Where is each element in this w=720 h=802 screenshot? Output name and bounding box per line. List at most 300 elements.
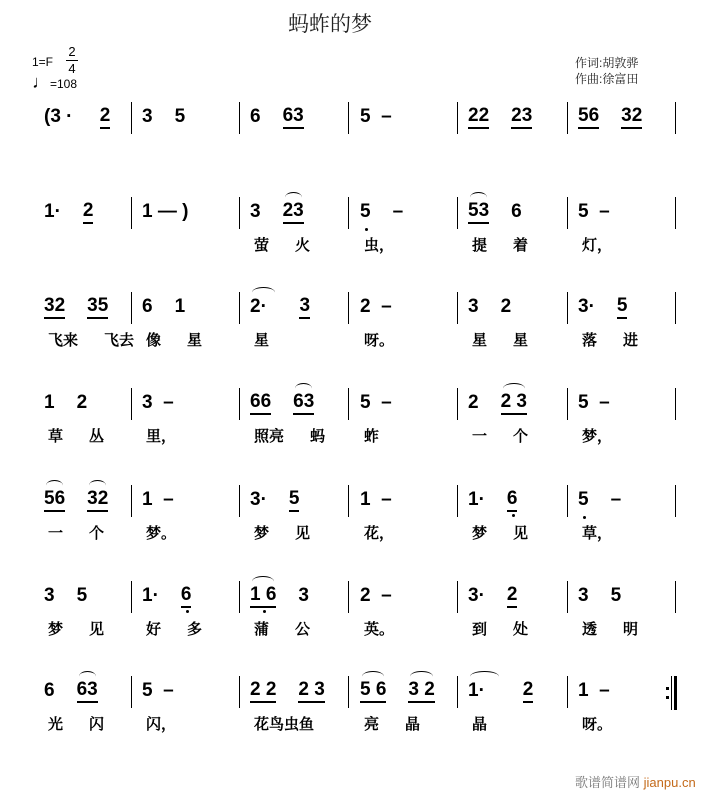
measure (142, 679, 196, 703)
note-group (511, 105, 532, 129)
note-group (250, 679, 276, 703)
note-group (501, 391, 527, 415)
lyric-text: 丛 (89, 428, 105, 445)
measure (142, 584, 213, 608)
barline (348, 197, 349, 229)
lyric-text: 草， (582, 525, 613, 542)
note-text: 2 (76, 392, 88, 413)
lyric-text: 萤 (254, 237, 270, 254)
note-group (77, 679, 98, 703)
note-group (468, 584, 485, 608)
barline (457, 102, 458, 134)
note-text: 2· (250, 296, 278, 317)
lyric-text: 到 (472, 621, 488, 638)
note-text: 1· (142, 585, 159, 606)
note-text: 2 2 (250, 679, 277, 700)
barline (239, 292, 240, 324)
note-text: 6 (506, 488, 518, 509)
note-text: 1 — ) (142, 201, 189, 222)
barline (675, 197, 676, 229)
lyric-text: 一 (472, 428, 488, 445)
note-group (298, 679, 324, 703)
slur-mark (252, 287, 275, 298)
note-group (142, 391, 174, 415)
key-signature: 1=F (32, 55, 54, 69)
note-group (578, 679, 610, 703)
note-text: 5 – (578, 201, 610, 222)
lyrics-group (48, 618, 130, 639)
measure (578, 584, 643, 608)
lyrics-group (364, 522, 420, 543)
note-group (507, 488, 518, 512)
note-group (289, 488, 300, 512)
note-text: 5 (578, 489, 589, 510)
measure (250, 105, 326, 129)
note-text: 32 (44, 295, 66, 316)
lyrics-group (364, 234, 420, 255)
note-group (611, 584, 622, 608)
measure (360, 105, 414, 129)
measure (44, 200, 115, 224)
lyric-text: 闪， (146, 716, 177, 733)
barline (239, 388, 240, 420)
note-text: (3 · (44, 106, 78, 127)
note-group (511, 200, 522, 224)
note-group (142, 105, 153, 129)
score-line (0, 105, 720, 197)
note-text: 23 (511, 105, 533, 126)
note-text: 1· (468, 489, 485, 510)
measure (468, 584, 539, 608)
note-group (100, 105, 111, 129)
measure (142, 105, 207, 129)
note-group (360, 584, 392, 608)
score-line (0, 679, 720, 771)
note-text: 2 (82, 200, 94, 221)
lyric-text: 灯， (582, 237, 613, 254)
note-text: 5 – (578, 392, 610, 413)
note-group (507, 584, 518, 608)
note-group (468, 105, 489, 129)
lyric-text: 见 (513, 525, 529, 542)
note-group (578, 488, 589, 512)
note-text: 6 (250, 106, 261, 127)
lyric-text: 草 (48, 428, 64, 445)
note-text: 1 – (578, 680, 610, 701)
lyrics-group (254, 522, 336, 543)
barline (239, 197, 240, 229)
lyric-text: 光 (48, 716, 64, 733)
note-text: 6 (142, 296, 153, 317)
score-line (0, 295, 720, 387)
note-text: 5 (616, 295, 628, 316)
lyrics-group (48, 522, 130, 543)
slur-mark (89, 480, 106, 491)
measure (250, 679, 347, 703)
barline (457, 292, 458, 324)
lyric-text: 星 (254, 332, 270, 349)
lyrics-group (472, 329, 554, 350)
lyric-text: 蒲 (254, 621, 270, 638)
lyric-text: 提 (472, 237, 488, 254)
lyric-text: 星 (187, 332, 203, 349)
lyrics-group (582, 425, 638, 446)
lyrics-group (364, 618, 420, 639)
lyric-text: 落 (582, 332, 598, 349)
note-group (44, 295, 65, 319)
lyrics-group (472, 522, 554, 543)
lyric-text: 蚱 (364, 428, 380, 445)
quarter-note-icon: ♩ (32, 72, 50, 92)
note-group (578, 295, 595, 319)
lyric-text: 明 (623, 621, 639, 638)
lyrics-group (364, 329, 420, 350)
note-text: 3 (299, 295, 311, 316)
note-group (142, 488, 174, 512)
note-text: 2 (99, 105, 111, 126)
measure (578, 679, 632, 703)
note-group (250, 584, 276, 608)
time-top: 2 (66, 44, 78, 61)
note-group (468, 679, 501, 703)
lyric-text: 花， (364, 525, 395, 542)
note-group (360, 488, 392, 512)
barline (348, 102, 349, 134)
measure (44, 679, 120, 703)
note-group (77, 391, 88, 415)
barline (567, 581, 568, 613)
note-text: 2 (506, 584, 518, 605)
measure (44, 488, 130, 512)
slur-mark (470, 671, 499, 682)
lyric-text: 呀。 (364, 332, 395, 349)
note-text: 3· (468, 585, 485, 606)
note-group (87, 488, 108, 512)
lyric-text: 见 (89, 621, 105, 638)
note-text: 32 (87, 488, 109, 509)
note-text: 3 2 (408, 679, 435, 700)
measure (360, 679, 457, 703)
note-group (611, 488, 622, 512)
slur-mark (503, 383, 525, 394)
lyric-text: 好 (146, 621, 162, 638)
measure (468, 679, 555, 703)
lyrics-group (472, 618, 554, 639)
note-group (468, 391, 479, 415)
measure (468, 488, 539, 512)
score-line (0, 200, 720, 292)
composer-credit: 作曲:徐富田 (575, 72, 639, 86)
lyric-text: 个 (89, 525, 105, 542)
note-group (44, 488, 65, 512)
note-text: 2 – (360, 296, 392, 317)
low-octave-dot (365, 228, 368, 231)
measure (142, 391, 196, 415)
note-text: 5 (174, 106, 186, 127)
slur-mark (79, 671, 96, 682)
note-group (468, 488, 485, 512)
note-text: 22 (468, 105, 490, 126)
barline (239, 581, 240, 613)
note-text: 3 (468, 296, 479, 317)
note-text: 35 (87, 295, 109, 316)
note-group (250, 488, 267, 512)
note-text: 5 – (360, 392, 392, 413)
note-group (77, 584, 88, 608)
measure (44, 105, 132, 129)
measure (578, 105, 664, 129)
note-text: 5 (360, 201, 371, 222)
note-text: 5 – (360, 106, 392, 127)
lyrics-group (146, 522, 202, 543)
note-text: 5 6 (360, 679, 387, 700)
note-text: 23 (282, 200, 304, 221)
lyric-text: 虫， (364, 237, 395, 254)
note-text: 66 (250, 391, 272, 412)
note-group (142, 584, 159, 608)
barline (675, 102, 676, 134)
note-group (283, 200, 304, 224)
note-text: 1 (174, 296, 186, 317)
note-group (468, 200, 489, 224)
note-text: 6 (180, 584, 192, 605)
note-text: 63 (282, 105, 304, 126)
note-group (360, 105, 392, 129)
note-group (501, 295, 512, 319)
barline (131, 581, 132, 613)
measure (468, 105, 554, 129)
note-group (83, 200, 94, 224)
note-text: 3· (250, 489, 267, 510)
measure (250, 295, 332, 319)
note-text: 2 3 (500, 391, 527, 412)
note-text: 3 (578, 585, 589, 606)
note-text: 32 (621, 105, 643, 126)
slur-mark (470, 192, 487, 203)
lyrics-group (254, 234, 336, 255)
lyric-text: 英。 (364, 621, 395, 638)
lyric-text: 照亮 (254, 428, 285, 445)
note-text: 3 (142, 106, 153, 127)
lyrics-group (254, 713, 340, 734)
lyrics-group (146, 618, 228, 639)
lyrics-group (254, 618, 336, 639)
note-group (142, 200, 188, 224)
lyrics-group (146, 329, 228, 350)
barline (567, 292, 568, 324)
slur-mark (295, 383, 312, 394)
note-group (299, 295, 310, 319)
note-group (360, 200, 371, 224)
measure (250, 391, 336, 415)
note-text: 2 3 (298, 679, 325, 700)
lyric-text: 梦 (48, 621, 64, 638)
note-group (87, 295, 108, 319)
note-group (250, 200, 261, 224)
lyrics-group (582, 618, 664, 639)
measure (44, 584, 109, 608)
barline (567, 388, 568, 420)
note-text: 1 – (360, 489, 392, 510)
slur-mark (410, 671, 432, 682)
note-group (44, 200, 61, 224)
barline (567, 197, 568, 229)
barline (131, 197, 132, 229)
measure (468, 200, 544, 224)
note-group (175, 105, 186, 129)
measure (44, 391, 109, 415)
score-line (0, 391, 720, 483)
lyric-text: 晶 (405, 716, 421, 733)
lyrics-group (146, 713, 202, 734)
note-group (360, 391, 392, 415)
note-group (293, 391, 314, 415)
note-text: 1· (44, 201, 61, 222)
lyric-text: 星 (472, 332, 488, 349)
lyrics-group (582, 713, 638, 734)
lyric-text: 个 (513, 428, 529, 445)
barline (675, 292, 676, 324)
note-text: 3 – (142, 392, 174, 413)
barline (457, 197, 458, 229)
barline (457, 485, 458, 517)
slur-mark (285, 192, 302, 203)
score-line (0, 488, 720, 580)
lyric-text: 着 (513, 237, 529, 254)
lyric-text: 闪 (89, 716, 105, 733)
lyricist-credit: 作词:胡敦骅 (575, 56, 639, 70)
measure (578, 295, 649, 319)
note-text: – (392, 201, 404, 222)
note-group (250, 295, 277, 319)
lyric-text: 里， (146, 428, 177, 445)
lyric-text: 火 (295, 237, 311, 254)
note-group (44, 584, 55, 608)
note-text: 3 (44, 585, 55, 606)
barline (348, 292, 349, 324)
barline (348, 485, 349, 517)
barline (239, 485, 240, 517)
measure (250, 200, 326, 224)
note-group (578, 584, 589, 608)
note-group (181, 584, 192, 608)
measure (360, 488, 414, 512)
note-text: 1 – (142, 489, 174, 510)
barline (131, 676, 132, 708)
note-text: 2 (468, 392, 479, 413)
note-text: 1 (44, 392, 55, 413)
measure (44, 295, 130, 319)
note-text: – (610, 489, 622, 510)
note-group (360, 295, 392, 319)
watermark-domain: jianpu.cn (643, 775, 696, 790)
note-text: 2 (500, 296, 512, 317)
barline (131, 485, 132, 517)
note-group (617, 295, 628, 319)
lyrics-group (364, 425, 405, 446)
low-octave-dot (186, 610, 189, 613)
lyric-text: 晶 (472, 716, 488, 733)
measure (250, 488, 321, 512)
measure (142, 295, 207, 319)
lyrics-group (582, 522, 638, 543)
lyrics-group (582, 234, 638, 255)
note-text: 56 (578, 105, 600, 126)
slur-mark (46, 480, 63, 491)
song-title: 蚂蚱的梦 (288, 12, 372, 36)
note-group (250, 391, 271, 415)
measure (360, 391, 414, 415)
slur-mark (252, 576, 274, 587)
barline (348, 676, 349, 708)
lyrics-group (582, 329, 664, 350)
measure (578, 391, 632, 415)
tempo-value: =108 (50, 77, 78, 91)
slur-mark (362, 671, 384, 682)
barline (567, 102, 568, 134)
lyric-text: 呀。 (582, 716, 613, 733)
lyrics-group (48, 713, 130, 734)
lyric-text: 亮 (364, 716, 380, 733)
note-text: 2 (522, 679, 534, 700)
note-group (360, 679, 386, 703)
watermark-name: 歌谱简谱网 (575, 775, 641, 790)
lyric-text: 像 (146, 332, 162, 349)
lyrics-group (254, 329, 295, 350)
note-group (175, 295, 186, 319)
score-line (0, 584, 720, 676)
note-text: 63 (76, 679, 98, 700)
lyric-text: 梦， (582, 428, 613, 445)
lyric-text: 梦 (472, 525, 488, 542)
measure (360, 295, 414, 319)
barline (457, 388, 458, 420)
lyrics-group (254, 425, 351, 446)
measure (468, 295, 533, 319)
note-group (283, 105, 304, 129)
note-text: 3· (578, 296, 595, 317)
lyrics-group (364, 713, 446, 734)
note-text: 56 (44, 488, 66, 509)
barline (348, 581, 349, 613)
note-text: 6 (511, 201, 522, 222)
note-text: 3 (298, 585, 309, 606)
lyrics-group (472, 234, 554, 255)
measure (250, 584, 331, 608)
note-text: 53 (468, 200, 490, 221)
measure (360, 584, 414, 608)
measure (468, 391, 549, 415)
lyric-text: 处 (513, 621, 529, 638)
measure (142, 200, 210, 224)
lyric-text: 飞去 (104, 332, 135, 349)
note-text: 63 (293, 391, 315, 412)
note-group (408, 679, 434, 703)
barline (348, 388, 349, 420)
barline (675, 388, 676, 420)
lyrics-group (48, 425, 130, 446)
watermark (575, 772, 696, 791)
measure (142, 488, 196, 512)
barline (675, 485, 676, 517)
barline (239, 676, 240, 708)
lyric-text: 透 (582, 621, 598, 638)
measure (578, 200, 632, 224)
lyric-text: 蚂 (310, 428, 326, 445)
barline (457, 676, 458, 708)
lyric-text: 进 (623, 332, 639, 349)
barline (131, 292, 132, 324)
